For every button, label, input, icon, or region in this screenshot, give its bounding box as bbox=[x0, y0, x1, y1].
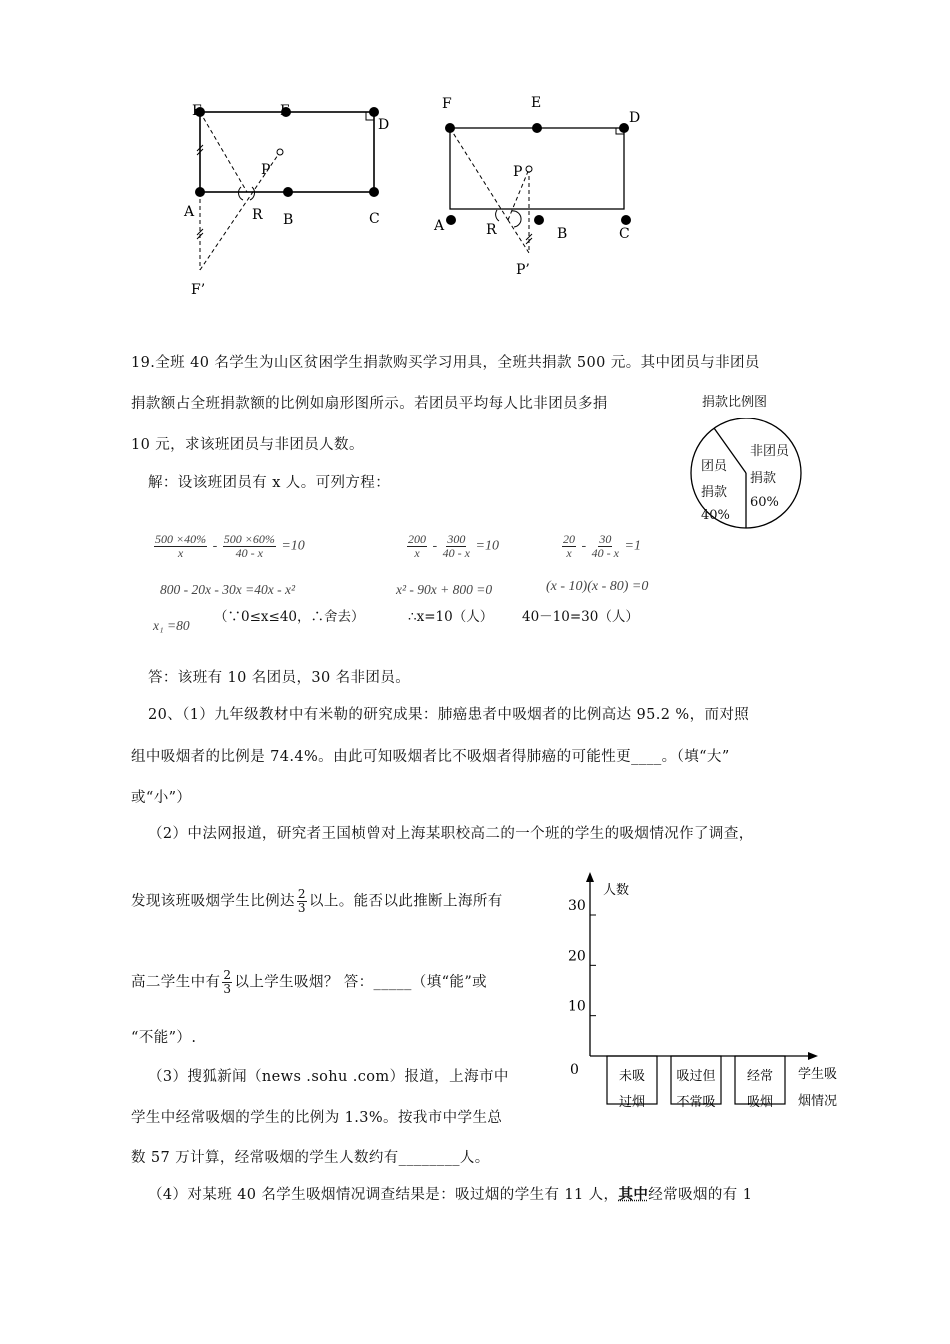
category-label: 吸烟 bbox=[746, 1095, 774, 1110]
category-boxes bbox=[607, 1056, 785, 1110]
label-A: A bbox=[184, 204, 195, 220]
pie-right-label-1: 非团员 bbox=[750, 444, 790, 459]
y-axis-arrow bbox=[586, 872, 594, 882]
x-axis-label-line-1: 学生吸 bbox=[798, 1067, 838, 1082]
q20-p2-line-4: “不能”）. bbox=[131, 1030, 197, 1046]
category-label: 经常 bbox=[746, 1069, 774, 1084]
origin-label: 0 bbox=[570, 1062, 579, 1078]
label-B: B bbox=[557, 226, 568, 242]
label-R: R bbox=[486, 222, 497, 238]
label-C: C bbox=[369, 211, 380, 227]
q20-p4-line-1: （4）对某班 40 名学生吸烟情况调查结果是：吸过烟的学生有 11 人，其中经常吸烟的有 1 bbox=[148, 1186, 753, 1203]
label-P-prime: P’ bbox=[516, 262, 530, 278]
q20-p2-line-2: 发现该班吸烟学生比例达 $\frac{2}{3}$ 以上。能否以此推断上海所有 bbox=[131, 887, 503, 915]
q19-solution-intro: 解：设该班团员有 x 人。可列方程： bbox=[148, 475, 391, 491]
q20-p2-line-1: （2）中法网报道，研究者王国桢曾对上海某职校高二的一个班的学生的吸烟情况作了调查， bbox=[148, 826, 754, 842]
fraction-two-thirds: $\frac{2}{3}$ bbox=[297, 887, 306, 915]
label-D: D bbox=[629, 110, 641, 126]
smoking-bar-chart bbox=[560, 870, 850, 1120]
q19-answer: 答：该班有 10 名团员，30 名非团员。 bbox=[148, 670, 411, 686]
label-E: E bbox=[531, 95, 542, 111]
q19-line-1: 19.全班 40 名学生为山区贫困学生捐款购买学习用具，全班共捐款 500 元。其中团员与非团员 bbox=[131, 355, 760, 371]
category-label: 未吸 bbox=[618, 1069, 646, 1084]
category-label: 不常吸 bbox=[676, 1095, 716, 1110]
x-axis-arrow bbox=[808, 1052, 818, 1060]
equation-7-nonmembers: 40－10=30（人） bbox=[522, 609, 639, 625]
equation-7-root: x₁ =80 bbox=[153, 618, 190, 633]
category-label: 吸过但 bbox=[676, 1069, 716, 1084]
q20-p2-line-3: 高二学生中有 $\frac{2}{3}$ 以上学生吸烟？ 答：_____（填“能”或 bbox=[131, 968, 488, 996]
label-A: A bbox=[434, 218, 445, 234]
q20-p1-line-1: 20、（1）九年级教材中有米勒的研究成果：肺癌患者中吸烟者的比例高达 95.2 %，而对照 bbox=[148, 707, 750, 723]
pie-title: 捐款比例图 bbox=[702, 395, 768, 410]
label-P: P bbox=[513, 164, 523, 180]
pie-right-pct: 60% bbox=[750, 495, 779, 510]
equation-4: 800 - 20x - 30x =40x - x² bbox=[160, 582, 295, 597]
equation-7-result: ∴x=10（人） bbox=[408, 609, 494, 625]
rectangle bbox=[450, 128, 624, 209]
y-ticks bbox=[568, 898, 596, 1016]
label-F: F bbox=[192, 103, 202, 119]
q19-line-2: 捐款额占全班捐款额的比例如扇形图所示。若团员平均每人比非团员多捐 bbox=[131, 396, 608, 412]
pie-left-pct: 40% bbox=[701, 508, 730, 523]
y-axis-label: 人数 bbox=[603, 883, 630, 898]
geometry-figure-2 bbox=[430, 90, 650, 290]
label-C: C bbox=[619, 226, 630, 242]
label-P: P bbox=[261, 162, 271, 178]
pie-right-label-2: 捐款 bbox=[750, 471, 777, 486]
equation-6: (x - 10)(x - 80) =0 bbox=[546, 579, 649, 594]
label-B: B bbox=[283, 212, 294, 228]
label-F-prime: F’ bbox=[191, 282, 206, 298]
equation-7-reject: （∵0≤x≤40，∴舍去） bbox=[214, 609, 365, 625]
geometry-figure-1 bbox=[170, 95, 410, 305]
q20-p1-line-2: 组中吸烟者的比例是 74.4%。由此可知吸烟者比不吸烟者得肺癌的可能性更____。（填“大” bbox=[131, 749, 730, 765]
label-E: E bbox=[280, 103, 291, 119]
y-tick-label: 10 bbox=[568, 998, 586, 1015]
rectangle bbox=[200, 112, 374, 192]
label-D: D bbox=[378, 117, 390, 133]
q20-p3-line-2: 学生中经常吸烟的学生的比例为 1.3%。按我市中学生总 bbox=[131, 1110, 503, 1126]
label-R: R bbox=[252, 207, 263, 223]
pie-left-label-2: 捐款 bbox=[701, 485, 728, 500]
q19-line-3: 10 元，求该班团员与非团员人数。 bbox=[131, 437, 364, 453]
pie-left-label-1: 团员 bbox=[701, 459, 728, 474]
equation-1: $\frac{500 \times 40\%}{x}$ - $\frac{500 \times 60\%}{40 - x}$ =10 bbox=[155, 532, 305, 560]
category-label: 过烟 bbox=[618, 1095, 646, 1110]
equation-2: $\frac{200}{x}$ - $\frac{300}{40 - x}$ =10 bbox=[408, 532, 499, 560]
label-F: F bbox=[442, 96, 452, 112]
q20-p3-line-1: （3）搜狐新闻（news .sohu .com）报道，上海市中 bbox=[148, 1069, 509, 1085]
q20-p1-line-3: 或“小”） bbox=[131, 790, 192, 806]
equation-3: $\frac{20}{x}$ - $\frac{30}{40 - x}$ =1 bbox=[563, 532, 641, 560]
fraction-two-thirds: $\frac{2}{3}$ bbox=[223, 968, 232, 996]
q20-p3-line-3: 数 57 万计算，经常吸烟的学生人数约有________人。 bbox=[131, 1150, 490, 1166]
equation-5: x² - 90x + 800 =0 bbox=[396, 582, 493, 597]
y-tick-label: 20 bbox=[568, 948, 586, 965]
x-axis-label-line-2: 烟情况 bbox=[798, 1094, 838, 1109]
y-tick-label: 30 bbox=[568, 898, 586, 914]
